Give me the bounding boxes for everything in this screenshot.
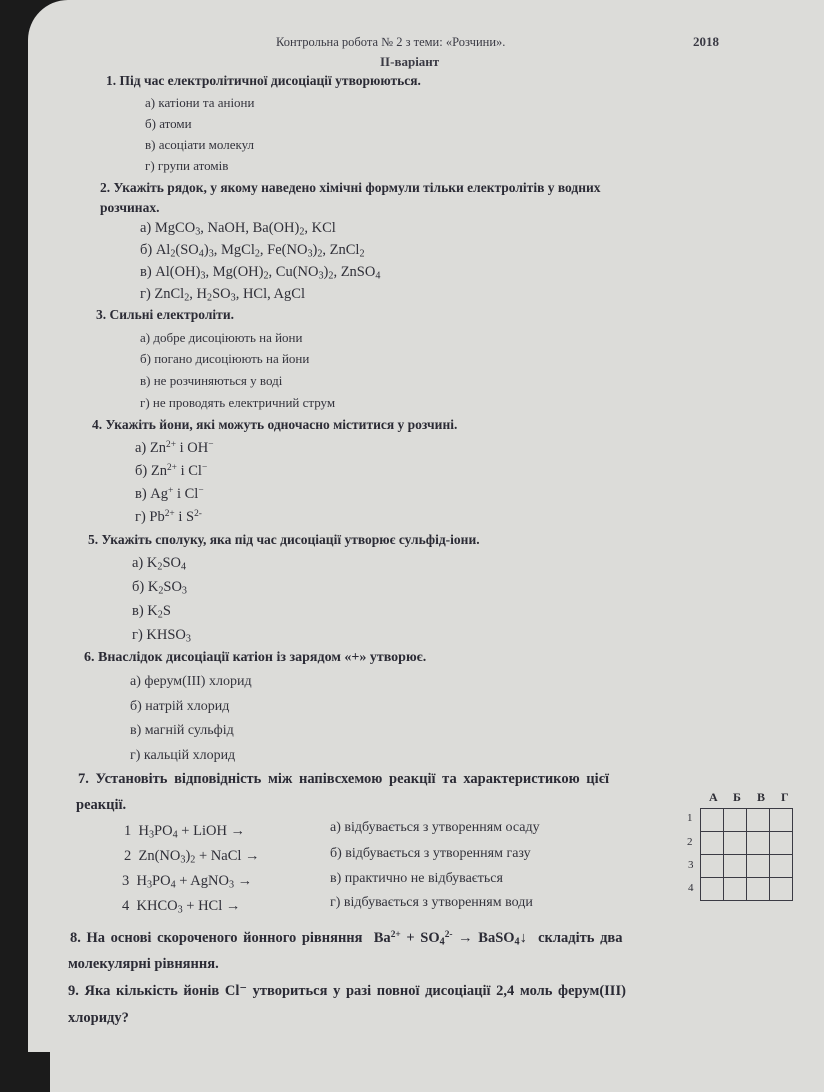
q5-option-a: а) $K_2SO_4$ — [132, 555, 187, 573]
grid-cell — [701, 832, 724, 855]
question-4: 4. Укажіть йони, які можуть одночасно міститися у розчині. — [92, 417, 458, 432]
year-label: 2018 — [693, 34, 719, 49]
q7-reaction-2: 2 $Zn(NO_3)_2$ + NaCl → — [124, 848, 260, 866]
grid-cell — [747, 832, 770, 855]
q5-option-d: г) $KHSO_3$ — [132, 627, 191, 645]
q5-option-b: б) $K_2SO_3$ — [132, 579, 187, 597]
grid-cell — [770, 832, 793, 855]
question-8-cont: молекулярні рівняння. — [68, 956, 219, 972]
question-7-cont: реакції. — [76, 797, 127, 813]
q7-characteristic-b: б) відбувається з утворенням газу — [330, 846, 531, 861]
grid-col-b: Б — [733, 790, 741, 804]
q1-option-d: г) групи атомів — [145, 158, 229, 173]
grid-cell — [701, 855, 724, 878]
grid-row-4: 4 — [688, 882, 694, 894]
q2-option-b: б) $Al_2(SO_4)_3$, MgCl$_2$, $Fe(NO_3)_2$, ZnCl$_2$ — [140, 242, 365, 260]
q2-option-c: в) $Al(OH)_3$, $Mg(OH)_2$, $Cu(NO_3)_2$, ZnSO$_4$ — [140, 264, 381, 282]
question-6: 6. Внаслідок дисоціації катіон із зарядом «+» утворює. — [84, 650, 427, 665]
grid-row-3: 3 — [688, 859, 694, 871]
grid-cell — [724, 832, 747, 855]
question-1: 1. Під час електролітичної дисоціації утворюються. — [106, 73, 421, 88]
q4-option-a: а) $Zn^{2+}$ і OH− — [135, 439, 214, 456]
q7-reaction-4: 4 $KHCO_3$ + HCl → — [122, 898, 241, 916]
q8-ionic-equation: $Ba^{2+} + SO_4^{2-}$ → BaSO$_4$↓ — [368, 929, 533, 948]
q4-option-b: б) $Zn^{2+}$ і Cl− — [135, 462, 208, 479]
q3-option-d: г) не проводять електричний струм — [140, 395, 336, 410]
question-5: 5. Укажіть сполуку, яка під час дисоціації утворює сульфід-іони. — [88, 532, 480, 547]
q4-option-d: г) $Pb^{2+}$ і $S^{2-}$ — [135, 508, 202, 525]
worksheet-page — [28, 0, 824, 1092]
question-2-cont: розчинах. — [100, 200, 160, 215]
q7-characteristic-a: а) відбувається з утворенням осаду — [330, 820, 540, 835]
q6-option-a: а) ферум(ІІІ) хлорид — [130, 674, 252, 689]
q3-option-c: в) не розчиняються у воді — [140, 373, 283, 388]
question-8-text-b: складіть два — [538, 930, 623, 946]
grid-cell — [770, 878, 793, 901]
grid-cell — [747, 855, 770, 878]
grid-col-a: А — [709, 790, 718, 804]
q2-option-a: а) MgCO$_3$, NaOH, $Ba(OH)_2$, KCl — [140, 220, 336, 238]
test-title: Контрольна робота № 2 з теми: «Розчини». — [276, 35, 506, 49]
q7-reaction-1: 1 $H_3PO_4$ + LiOH → — [124, 823, 246, 841]
grid-cell — [701, 809, 724, 832]
q6-option-c: в) магній сульфід — [130, 723, 234, 738]
photo-edge — [28, 1052, 50, 1092]
q2-option-d: г) ZnCl$_2$, $H_2SO_3$, HCl, AgCl — [140, 286, 305, 304]
q4-option-c: в) Ag+ і Cl− — [135, 485, 204, 502]
q3-option-a: а) добре дисоціюють на йони — [140, 330, 303, 345]
grid-cell — [724, 855, 747, 878]
q7-characteristic-d: г) відбувається з утворенням води — [330, 895, 533, 910]
question-7: 7. Установіть відповідність між напівсхемою реакції та характеристикою цієї — [78, 771, 609, 787]
grid-cell — [724, 878, 747, 901]
question-9: 9. Яка кількість йонів Cl⁻ утвориться у разі повної дисоціації 2,4 моль ферум(ІІІ) — [68, 983, 626, 999]
q3-option-b: б) погано дисоціюють на йони — [140, 351, 310, 366]
question-2: 2. Укажіть рядок, у якому наведено хімічні формули тільки електролітів у водних — [100, 180, 601, 195]
grid-row-1: 1 — [687, 812, 693, 824]
q7-characteristic-c: в) практично не відбувається — [330, 871, 503, 886]
grid-cell — [770, 809, 793, 832]
q6-option-d: г) кальцій хлорид — [130, 748, 236, 763]
q6-option-b: б) натрій хлорид — [130, 699, 230, 714]
question-8-text-a: 8. На основі скороченого йонного рівняння — [70, 930, 363, 946]
grid-cell — [747, 809, 770, 832]
grid-cell — [747, 878, 770, 901]
question-3: 3. Сильні електроліти. — [96, 307, 234, 322]
question-8 — [70, 930, 622, 947]
grid-cell — [770, 855, 793, 878]
question-9-cont: хлориду? — [68, 1010, 129, 1026]
q1-option-b: б) атоми — [145, 116, 192, 131]
variant-label: ІІ-варіант — [380, 54, 440, 69]
q1-option-a: а) катіони та аніони — [145, 95, 255, 110]
answer-grid — [700, 808, 793, 901]
grid-row-2: 2 — [687, 836, 693, 848]
grid-cell — [701, 878, 724, 901]
grid-col-d: Г — [781, 790, 789, 804]
q5-option-c: в) $K_2S$ — [132, 603, 171, 621]
grid-col-c: В — [757, 790, 766, 804]
q7-reaction-3: 3 $H_3PO_4$ + AgNO$_3$ → — [122, 873, 253, 891]
q1-option-c: в) асоціати молекул — [145, 137, 255, 152]
grid-cell — [724, 809, 747, 832]
